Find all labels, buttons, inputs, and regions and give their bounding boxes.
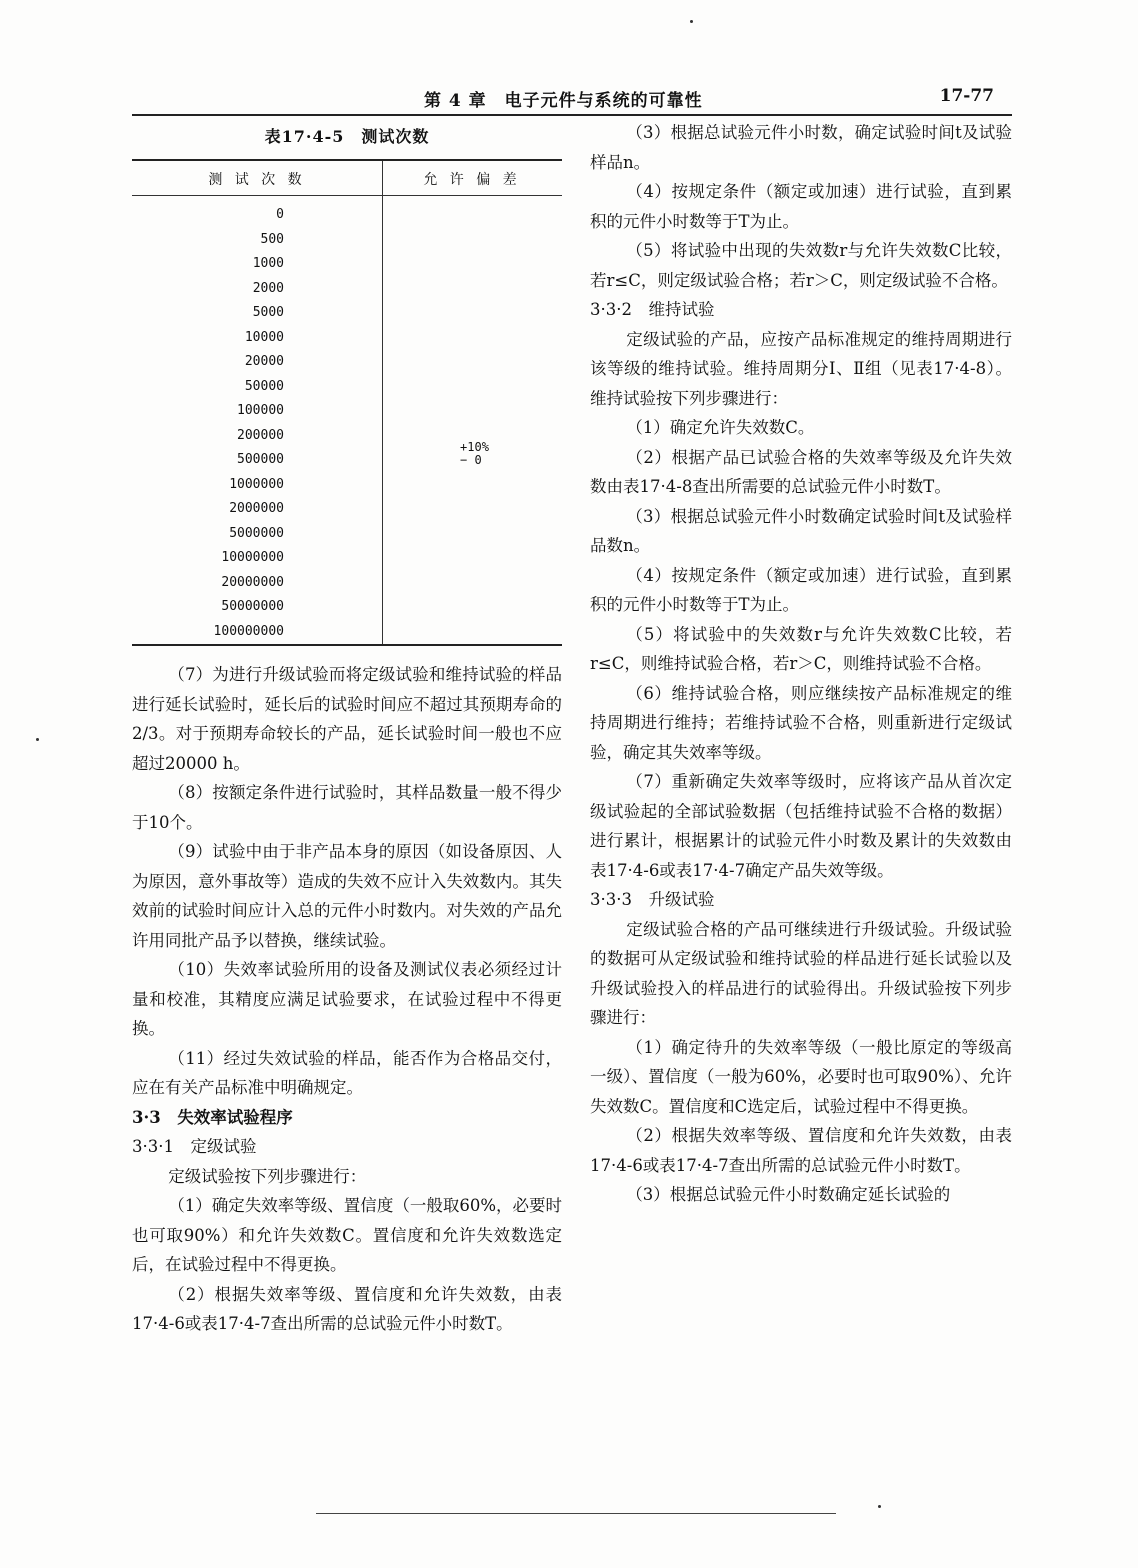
scan-speck [878,1505,881,1508]
table-count-value: 50000000 [221,599,284,614]
tolerance-unit: % [481,440,489,454]
table-count-row [132,522,382,547]
chapter-title: 第 4 章 电子元件与系统的可靠性 [424,91,703,111]
table-count-row [132,375,382,400]
table-count-cells [132,203,382,644]
rating-step-4: （4）按规定条件（额定或加速）进行试验，直到累积的元件小时数等于T为止。 [590,182,1012,231]
table-count-value: 20000000 [221,574,284,590]
maintenance-intro: 定级试验的产品，应按产品标准规定的维持周期进行该等级的维持试验。维持周期分Ⅰ、Ⅱ组（见表17·4-8）。维持试验按下列步骤进行： [590,329,1012,408]
table-count-value: 10000 [244,329,284,345]
rating-step-5: （5）将试验中出现的失效数r与允许失效数C比较，若r≤C，则定级试验合格；若r＞C，则定级试验不合格。 [590,241,1012,290]
table-count-value: 200000 [237,427,284,443]
table-count-row [132,595,382,620]
table-count-value: 5000000 [229,525,284,541]
table-count-row [132,326,382,351]
scan-speck [36,738,39,741]
bottom-rule [316,1513,836,1514]
table-count-value: 50000 [244,378,284,394]
table-count-row [132,301,382,326]
table-count-value: 20000 [244,354,284,369]
table-title: 表17·4-5 测试次数 [264,127,430,146]
table-count-row [132,448,382,473]
table-tolerance-cell [460,441,489,467]
table-col-count-header: 测 试 次 数 [208,172,306,188]
upgrade-intro: 定级试验合格的产品可继续进行升级试验。升级试验的数据可从定级试验和维持试验的样品进行延长试验以及升级试验投入的样品进行的试验得出。升级试验按下列步骤进行： [590,919,1012,1027]
table-count-value: 100000 [237,403,284,418]
table-count-row [132,424,382,449]
table-count-row [132,620,382,645]
table-count-row [132,473,382,498]
paragraph-10: （10）失效率试验所用的设备及测试仪表必须经过计量和校准，其精度应满足试验要求，在试验过程中不得更换。 [132,960,562,1038]
table-count-row [132,399,382,424]
table-count-row [132,497,382,522]
table-count-row [132,546,382,571]
upgrade-step-1: （1）确定待升的失效率等级（一般比原定的等级高一级）、置信度（一般为60%，必要时也可取90%）、允许失效数C。置信度和C选定后，试验过程中不得更换。 [590,1037,1012,1116]
scan-speck [690,20,693,23]
left-column [132,118,562,1339]
section-heading-3-3: 3·3 失效率试验程序 [132,1107,293,1127]
rating-step-3: （3）根据总试验元件小时数，确定试验时间t及试验样品n。 [590,123,1012,172]
tolerance-minus: − 0 [460,453,482,467]
rating-step-2: （2）根据失效率等级、置信度和允许失效数，由表17·4-6或表17·4-7查出所需的总试验元件小时数T。 [132,1284,562,1333]
table-count-row [132,252,382,277]
table-count-row [132,277,382,302]
table-count-value: 1000000 [229,476,284,492]
maintenance-step-3: （3）根据总试验元件小时数确定试验时间t及试验样品数n。 [590,506,1012,555]
table-count-row [132,228,382,253]
table-count-value: 500 [260,231,284,247]
table-count-value: 5000 [252,305,284,320]
tolerance-plus: +10 [460,440,482,454]
table-count-value: 1000 [252,256,284,271]
section-heading-3-3-1: 3·3·1 定级试验 [132,1137,257,1156]
maintenance-step-2: （2）根据产品已试验合格的失效率等级及允许失效数由表17·4-8查出所需要的总试验元件小时数T。 [590,447,1012,496]
paragraph-7: （7）为进行升级试验而将定级试验和维持试验的样品进行延长试验时，延长后的试验时间应不超过其预期寿命的2/3。对于预期寿命较长的产品，延长试验时间一般也不应超过20000 h。 [132,665,562,773]
section-heading-3-3-2: 3·3·2 维持试验 [590,300,715,319]
table-count-row [132,203,382,228]
upgrade-step-3: （3）根据总试验元件小时数确定延长试验的 [626,1185,951,1204]
table-count-value: 0 [276,207,284,222]
rating-step-1: （1）确定失效率等级、置信度（一般取60%，必要时也可取90%）和允许失效数C。置信度和允许失效数选定后，在试验过程中不得更换。 [132,1196,562,1274]
rating-test-intro: 定级试验按下列步骤进行： [168,1166,367,1186]
header-rule [132,114,1012,116]
page-number: 17-77 [939,86,994,106]
maintenance-step-5: （5）将试验中的失效数r与允许失效数C比较，若r≤C，则维持试验合格，若r＞C，则维持试验不合格。 [590,624,1012,673]
paragraph-9: （9）试验中由于非产品本身的原因（如设备原因、人为原因，意外事故等）造成的失效不应计入失效数内。其失效前的试验时间应计入总的元件小时数内。对失效的产品允许用同批产品予以替换，继续试验。 [132,842,562,950]
paragraph-11: （11）经过失效试验的样品，能否作为合格品交付，应在有关产品标准中明确规定。 [132,1048,562,1097]
maintenance-step-4: （4）按规定条件（额定或加速）进行试验，直到累积的元件小时数等于T为止。 [590,565,1012,614]
table-count-row [132,350,382,375]
table-count-value: 2000 [252,280,284,296]
table-count-value: 500000 [237,452,284,467]
table-header-row [132,161,562,196]
table-count-row [132,571,382,596]
paragraph-8: （8）按额定条件进行试验时，其样品数量一般不得少于10个。 [132,783,562,832]
maintenance-step-6: （6）维持试验合格，则应继续按产品标准规定的维持周期进行维持；若维持试验不合格，则重新进行定级试验，确定其失效率等级。 [590,683,1012,762]
page-header [132,86,1012,110]
test-count-table [132,159,562,646]
table-count-value: 10000000 [221,550,284,565]
maintenance-step-1: （1）确定允许失效数C。 [626,418,815,437]
table-col-tolerance-header: 允 许 偏 差 [423,172,521,188]
section-heading-3-3-3: 3·3·3 升级试验 [590,890,715,909]
table-count-value: 2000000 [229,501,284,516]
right-column [590,118,1012,1210]
upgrade-step-2: （2）根据失效率等级、置信度和允许失效数，由表17·4-6或表17·4-7查出所需的总试验元件小时数T。 [590,1126,1012,1175]
table-divider [382,161,383,644]
table-count-value: 100000000 [213,623,284,639]
maintenance-step-7: （7）重新确定失效率等级时，应将该产品从首次定级试验起的全部试验数据（包括维持试验不合格的数据）进行累计，根据累计的试验元件小时数及累计的失效数由表17·4-6或表17·4-7确定产品失效等级。 [590,772,1012,880]
